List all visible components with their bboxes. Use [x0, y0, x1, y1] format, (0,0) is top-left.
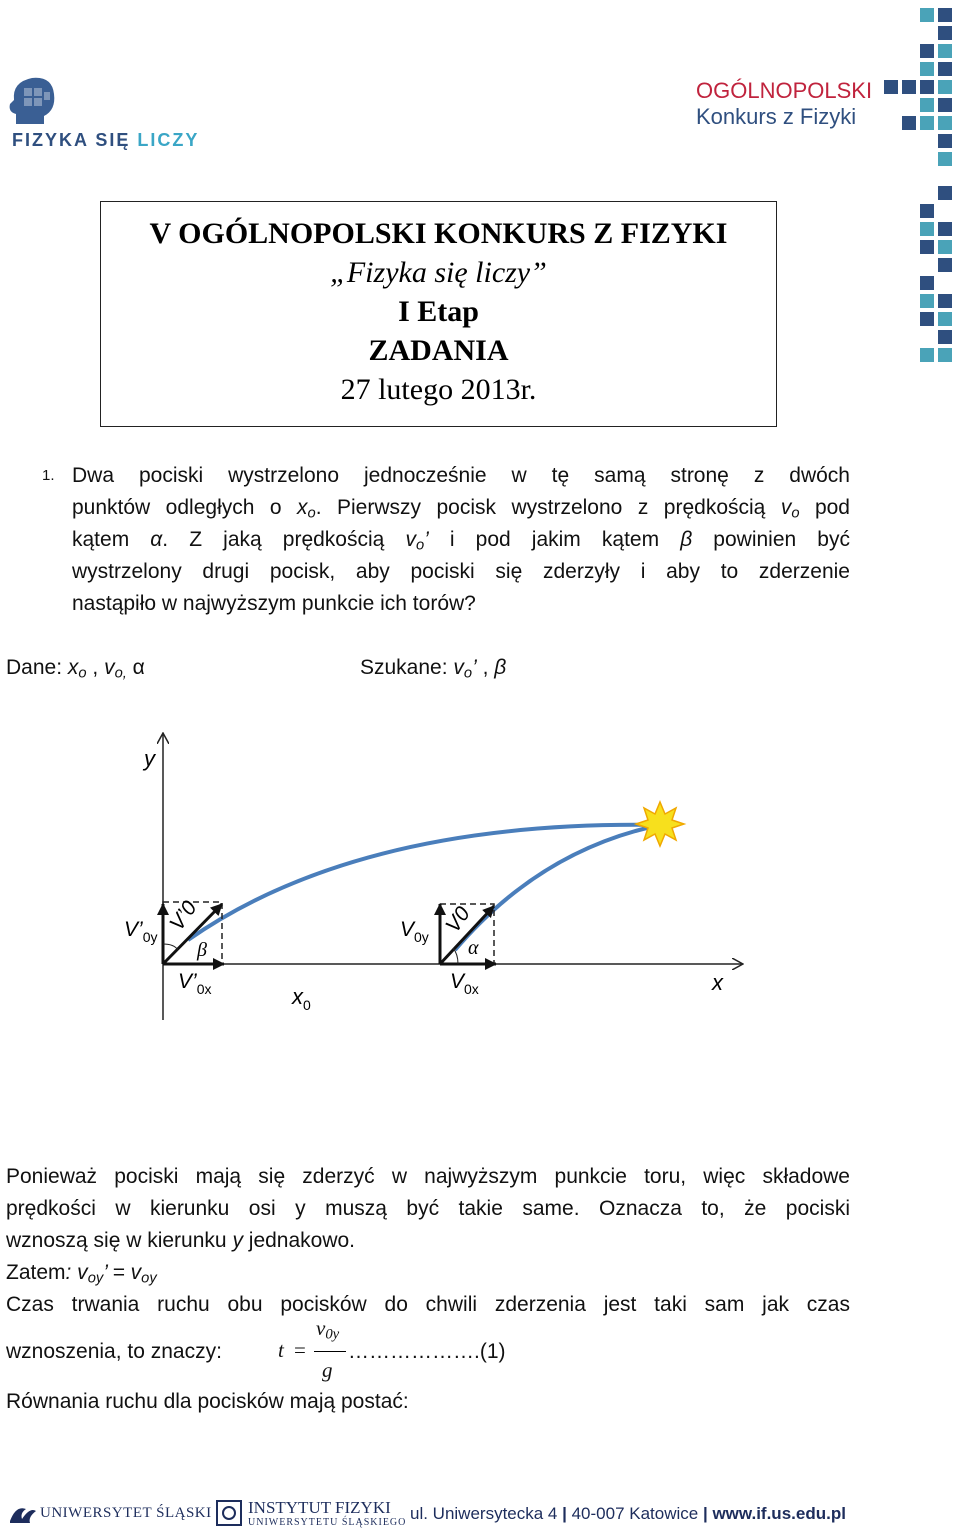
time-formula: wznoszenia, to znaczy: t = $v_{0y}$ g ……………….(1)	[6, 1316, 506, 1382]
university-logo-icon	[8, 1503, 38, 1525]
title-line-name: „Fizyka się liczy”	[330, 256, 547, 289]
trajectory-first-projectile	[455, 825, 660, 950]
trajectory-second-projectile	[188, 825, 660, 940]
projectile-diagram	[0, 720, 960, 1050]
v0-label: V0	[441, 902, 475, 937]
v0-prime-label: V’0	[165, 896, 202, 935]
v0y-label: $V_{0y}$	[400, 918, 429, 945]
website-link[interactable]: www.if.us.edu.pl	[712, 1504, 846, 1523]
problem-line: punktów odległych o $x_o$. Pierwszy pocisk wystrzelono z prędkością $v_o$ pod	[72, 496, 850, 522]
title-box	[100, 201, 777, 427]
x0-label: $x_0$	[292, 984, 311, 1013]
formula-label: wznoszenia, to znaczy:	[6, 1340, 222, 1363]
fraction-bar	[314, 1351, 346, 1352]
contest-logo	[696, 78, 896, 138]
y-axis-label: y	[144, 746, 155, 771]
problem-line: kątem α. Z jaką prędkością $v_o$’ i pod jakim kątem β powinien być	[72, 528, 850, 554]
v0x-prime-label: $V’_{0x}$	[178, 970, 212, 997]
v0y-prime-label: $V’_{0y}$	[124, 918, 158, 945]
problem-line: nastąpiło w najwyższym punkcie ich torów?	[72, 592, 476, 615]
solution-text	[6, 1161, 850, 1321]
solution-line: Ponieważ pociski mają się zderzyć w najwyższym punkcie toru, więc składowe	[6, 1165, 850, 1188]
title-line-stage: I Etap	[398, 295, 479, 328]
title-line-contest: V OGÓLNOPOLSKI KONKURS Z FIZYKI	[149, 217, 728, 250]
institute-name: INSTYTUT FIZYKI UNIWERSYTETU ŚLĄSKIEGO	[248, 1498, 407, 1528]
problem-line: Dwa pociski wystrzelono jednocześnie w tę samą stronę z dwóch	[72, 464, 850, 487]
sought-values: Szukane: $v_o$’ , β	[360, 656, 507, 682]
solution-line: Czas trwania ruchu obu pocisków do chwili zderzenia jest taki sam jak czas	[6, 1293, 850, 1316]
logo-text: FIZYKA SIĘ	[12, 130, 138, 150]
problem-1	[42, 460, 850, 620]
given-values: Dane: $x_o$ , $v_{o,}$ α	[6, 656, 145, 682]
equations-intro: Równania ruchu dla pocisków mają postać:	[6, 1390, 409, 1413]
problem-number: 1.	[42, 467, 55, 484]
logo-text-accent: LICZY	[137, 130, 200, 150]
footer	[0, 1495, 960, 1533]
pixel-decoration-icon	[880, 0, 960, 380]
v0x-label: $V_{0x}$	[450, 970, 479, 997]
beta-label: β	[197, 939, 207, 961]
university-name: UNIWERSYTET ŚLĄSKI	[40, 1505, 212, 1521]
solution-line: prędkości w kierunku osi y muszą być takie same. Oznacza to, że pociski	[6, 1197, 850, 1220]
contest-logo-line1: OGÓLNOPOLSKI	[696, 78, 873, 103]
alpha-label: α	[468, 937, 479, 959]
fizyka-sie-liczy-logo	[6, 74, 206, 156]
contest-logo-line2: Konkurs z Fizyki	[696, 104, 857, 129]
solution-equality: Zatem: $v_{oy}$’ = $v_{oy}$	[6, 1261, 157, 1287]
x-axis-label: x	[712, 970, 723, 995]
collision-explosion-icon	[636, 802, 684, 846]
head-puzzle-icon	[6, 74, 62, 130]
equation-number: ……………….(1)	[348, 1340, 506, 1363]
problem-line: wystrzelony drugi pocisk, aby pociski się zderzyły i aby to zderzenie	[72, 560, 850, 583]
institute-logo-icon	[216, 1500, 242, 1526]
title-line-tasks: ZADANIA	[368, 334, 509, 367]
title-line-date: 27 lutego 2013r.	[340, 373, 537, 406]
footer-address: ul. Uniwersytecka 4 | 40-007 Katowice | www.if.us.edu.pl	[410, 1504, 846, 1523]
solution-line: wznoszą się w kierunku y jednakowo.	[6, 1229, 356, 1252]
